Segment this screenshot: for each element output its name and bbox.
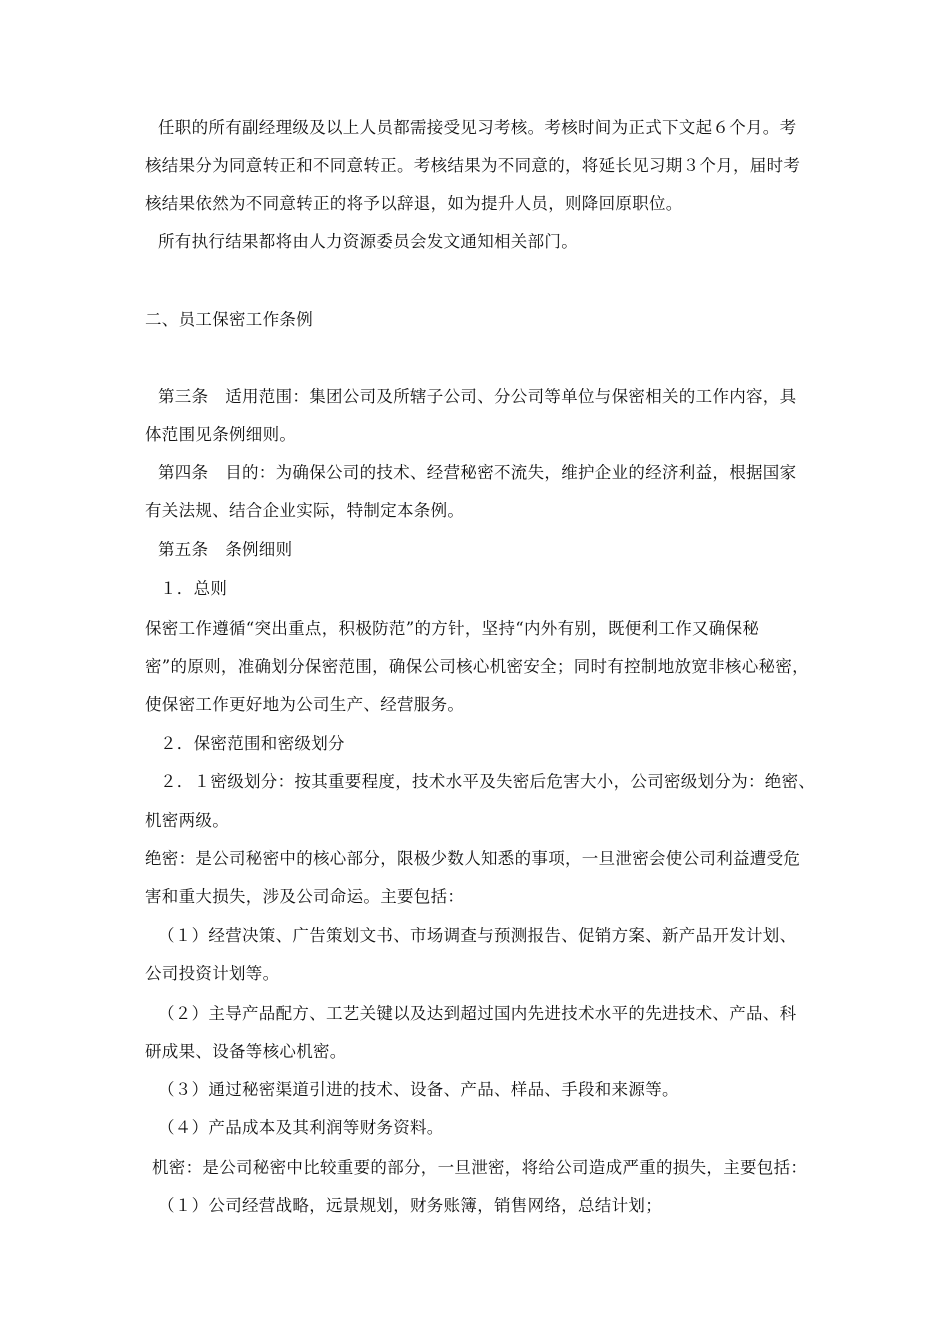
top-secret-item-4: （４）产品成本及其利润等财务资料。: [158, 1118, 444, 1137]
article-3-line-1: 第三条 适用范围：集团公司及所辖子公司、分公司等单位与保密相关的工作内容，具: [158, 387, 797, 406]
probation-para-line-1: 任职的所有副经理级及以上人员都需接受见习考核。考核时间为正式下文起６个月。考: [158, 118, 797, 137]
general-para-line-1: 保密工作遵循“突出重点，积极防范”的方针，坚持“内外有别，既便利工作又确保秘: [145, 619, 760, 638]
probation-para-line-3: 核结果依然为不同意转正的将予以辞退，如为提升人员，则降回原职位。: [145, 194, 683, 213]
top-secret-item-1-line-1: （１）经营决策、广告策划文书、市场调查与预测报告、促销方案、新产品开发计划、: [158, 926, 797, 945]
top-secret-line-1: 绝密：是公司秘密中的核心部分，限极少数人知悉的事项，一旦泄密会使公司利益遭受危: [145, 849, 801, 868]
top-secret-line-2: 害和重大损失，涉及公司命运。主要包括：: [145, 887, 465, 906]
general-para-line-2: 密”的原则，准确划分保密范围，确保公司核心机密安全；同时有控制地放宽非核心秘密，: [145, 657, 809, 676]
classification-line-1: ２．１密级划分：按其重要程度，技术水平及失密后危害大小，公司密级划分为：绝密、: [160, 772, 816, 791]
top-secret-item-2-line-1: （２）主导产品配方、工艺关键以及达到超过国内先进技术水平的先进技术、产品、科: [158, 1004, 797, 1023]
article-5-heading: 第五条 条例细则: [158, 540, 293, 559]
general-para-line-3: 使保密工作更好地为公司生产、经营服务。: [145, 695, 465, 714]
confidential-item-1: （１）公司经营战略，远景规划，财务账簿，销售网络，总结计划；: [158, 1196, 662, 1215]
confidential-line: 机密：是公司秘密中比较重要的部分，一旦泄密，将给公司造成严重的损失，主要包括：: [152, 1158, 808, 1177]
article-4-line-1: 第四条 目的：为确保公司的技术、经营秘密不流失，维护企业的经济利益，根据国家: [158, 463, 797, 482]
top-secret-item-2-line-2: 研成果、设备等核心机密。: [145, 1042, 347, 1061]
results-notice-line: 所有执行结果都将由人力资源委员会发文通知相关部门。: [158, 232, 578, 251]
classification-line-2: 机密两级。: [145, 811, 229, 830]
general-heading: １．总则: [160, 579, 228, 598]
probation-para-line-2: 核结果分为同意转正和不同意转正。考核结果为不同意的，将延长见习期３个月，届时考: [145, 156, 801, 175]
top-secret-item-1-line-2: 公司投资计划等。: [145, 964, 280, 983]
article-4-line-2: 有关法规、结合企业实际，特制定本条例。: [145, 501, 465, 520]
scope-heading: ２．保密范围和密级划分: [160, 734, 345, 753]
top-secret-item-3: （３）通过秘密渠道引进的技术、设备、产品、样品、手段和来源等。: [158, 1080, 679, 1099]
section-heading: 二、员工保密工作条例: [145, 310, 313, 329]
article-3-line-2: 体范围见条例细则。: [145, 425, 297, 444]
